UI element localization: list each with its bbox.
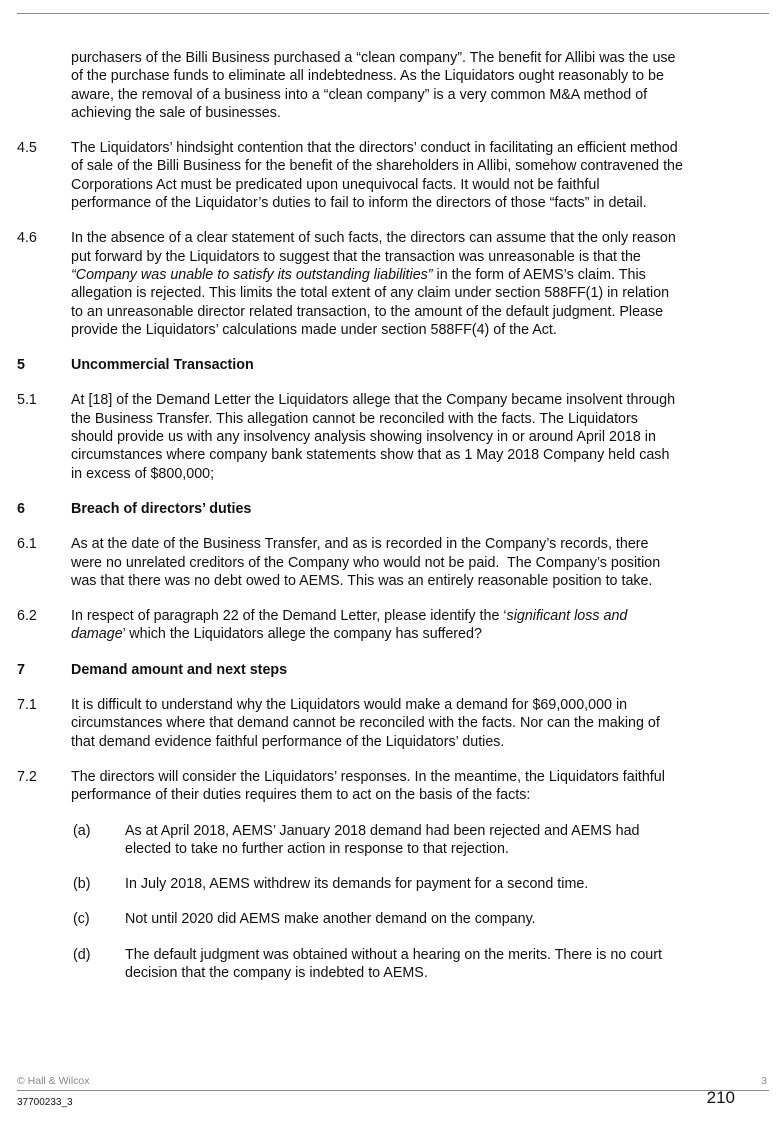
paragraph-text: Breach of directors’ duties [71,500,252,517]
footer-rule [17,1090,769,1091]
paragraph [0,696,777,751]
paragraph-number: 7 [17,661,25,678]
paragraph-text: purchasers of the Billi Business purchased a “clean company”. The benefit for Allibi was the use of the purchase funds to eliminate all indebtedness. As the Liquidators ought reasonably to be aware, the removal of a business into a “clean company” is a very common M&A method of achieving the sale of businesses. [71,50,676,121]
paragraph-number: 6.2 [17,608,37,625]
section-heading [0,500,777,518]
paragraph-number: 6.1 [17,536,37,553]
paragraph [0,391,777,482]
sub-paragraph [0,822,777,859]
paragraph-text: In July 2018, AEMS withdrew its demands for payment for a second time. [125,876,589,893]
footer-document-reference: 37700233_3 [17,1097,73,1108]
paragraph-text: In the absence of a clear statement of such facts, the directors can assume that the only reason put forward by the Liquidators to suggest that the transaction was unreasonable is that the “Company was unable to satisfy its outstanding liabilities” in the form of AEMS’s claim. This allegation is rejected. This limits the total extent of any claim under section 588FF(1) in relation to an unreasonable director related transaction, to the amount of the default judgment. Please provide the Liquidators’ calculations made under section 588FF(4) of the Act. [71,230,676,338]
paragraph-text: The directors will consider the Liquidators’ responses. In the meantime, the Liquidators faithful performance of their duties requires them to act on the basis of the facts: [71,768,665,804]
paragraph-number: 7.2 [17,768,37,785]
paragraph-text: In respect of paragraph 22 of the Demand Letter, please identify the ‘significant loss and damage’ which the Liquidators allege the company has suffered? [71,608,628,643]
paragraph-number: (b) [73,876,91,893]
paragraph-text: Not until 2020 did AEMS make another demand on the company. [125,911,536,928]
sub-paragraph [0,875,777,893]
sub-paragraph [0,910,777,928]
paragraph-number: (d) [73,946,91,963]
paragraph-number: 4.6 [17,230,37,247]
paragraph [0,535,777,590]
paragraph-text: Uncommercial Transaction [71,357,254,374]
paragraph [0,139,777,212]
paragraph-number: (a) [73,822,91,839]
document-body [0,49,777,999]
section-heading [0,661,777,679]
header-rule [17,13,769,14]
paragraph [0,768,777,805]
paragraph-number: 4.5 [17,140,37,157]
paragraph-text: As at the date of the Business Transfer, and as is recorded in the Company’s records, there were no unrelated creditors of the Company who would not be paid. The Company’s position was that there was no debt owed to AEMS. This was an entirely reasonable position to take. [71,536,661,589]
paragraph-text: Demand amount and next steps [71,661,288,678]
footer-copyright: © Hall & Wilcox [17,1075,90,1087]
paragraph-text: At [18] of the Demand Letter the Liquidators allege that the Company became insolvent through the Business Transfer. This allegation cannot be reconciled with the facts. The Liquidators should provide us with any insolvency analysis showing insolvency in or around April 2018 in circumstances where company bank statements show that as 1 May 2018 Company held cash in excess of $800,000; [71,392,676,482]
footer-stamp-number: 210 [706,1088,735,1107]
paragraph [0,229,777,339]
paragraph-number: 6 [17,500,25,517]
section-heading [0,356,777,374]
paragraph-text: The default judgment was obtained without a hearing on the merits. There is no court decision that the company is indebted to AEMS. [125,946,662,981]
paragraph-number: 5 [17,357,25,374]
sub-paragraph [0,946,777,983]
footer-page-number: 3 [761,1075,767,1087]
paragraph-text: The Liquidators’ hindsight contention that the directors’ conduct in facilitating an efficient method of sale of the Billi Business for the benefit of the shareholders in Allibi, somehow contravened the Corporations Act must be predicated upon unequivocal facts. It would not be faithful performance of the Liquidator’s duties to fail to inform the directors of those “facts” in detail. [71,140,683,212]
paragraph-text: It is difficult to understand why the Liquidators would make a demand for $69,000,000 in circumstances where that demand cannot be reconciled with the facts. Nor can the making of that demand evidence faithful performance of the Liquidators’ duties. [71,697,660,750]
paragraph-number: (c) [73,911,90,928]
paragraph-text: As at April 2018, AEMS’ January 2018 demand had been rejected and AEMS had elected to take no further action in response to that rejection. [125,822,640,857]
paragraph-number: 5.1 [17,392,37,409]
paragraph [0,49,777,122]
paragraph [0,607,777,644]
paragraph-number: 7.1 [17,697,37,714]
